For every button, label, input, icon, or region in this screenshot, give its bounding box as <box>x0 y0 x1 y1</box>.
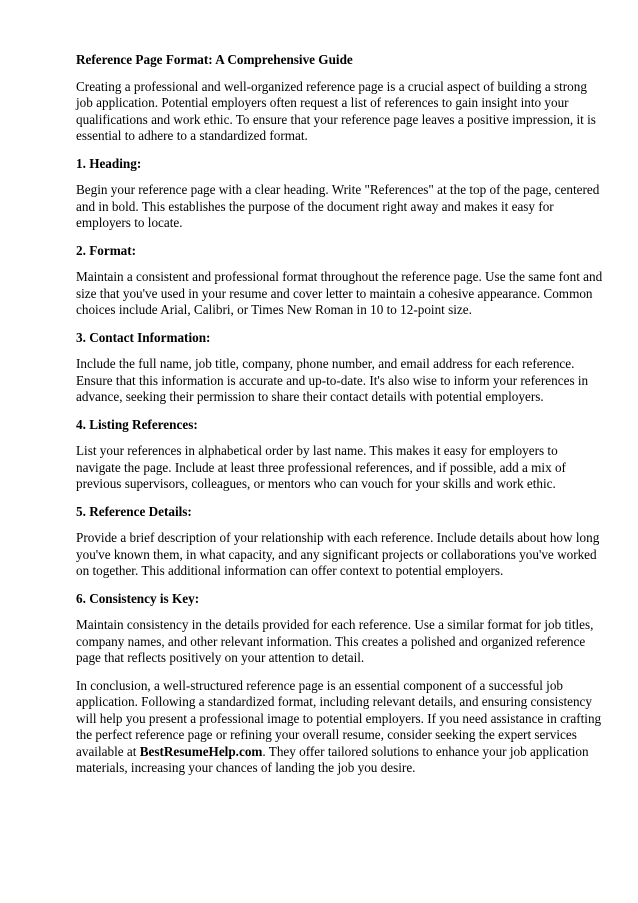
conclusion-text-end: . They offer tailored solutions to enhance your job application materials, increasing your chances of landing the job you desire. <box>76 743 589 775</box>
section-heading-format: 2. Format: <box>76 242 137 258</box>
section-body-listing-references: List your references in alphabetical order by last name. This makes it easy for employers to navigate the page. Include at least three professional references, and if possible, add a mix of previous supervisors, colleagues, or mentors who can vouch for your skills and work ethic. <box>76 443 566 491</box>
document-title: Reference Page Format: A Comprehensive Guide <box>76 52 353 67</box>
section-body-format: Maintain a consistent and professional format throughout the reference page. Use the same font and size that you've used in your resume and cover letter to maintain a cohesive appearance. Common choices include Arial, Calibri, or Times New Roman in 10 to 12-point size. <box>76 269 603 317</box>
section-heading-contact-information: 3. Contact Information: <box>76 329 211 345</box>
document-page <box>76 52 603 777</box>
section-body-heading: Begin your reference page with a clear heading. Write "References" at the top of the page, centered and in bold. This establishes the purpose of the document right away and makes it easy for employers to locate. <box>76 182 600 230</box>
section-heading-reference-details: 5. Reference Details: <box>76 503 192 519</box>
conclusion-paragraph <box>76 678 603 777</box>
best-resume-help-link[interactable]: BestResumeHelp.com <box>139 743 263 759</box>
section-body-reference-details: Provide a brief description of your relationship with each reference. Include details about how long you've known them, in what capacity, and any significant projects or collaborations you've worked on together. This additional information can offer context to potential employers. <box>76 530 600 578</box>
section-body-consistency: Maintain consistency in the details provided for each reference. Use a similar format for job titles, company names, and other relevant information. This creates a polished and organized reference page that reflects positively on your attention to detail. <box>76 617 594 665</box>
intro-paragraph: Creating a professional and well-organized reference page is a crucial aspect of building a strong job application. Potential employers often request a list of references to gain insight into your qualifications and work ethic. To ensure that your reference page leaves a positive impression, it is essential to adhere to a standardized format. <box>76 78 596 143</box>
conclusion-text-start: In conclusion, a well-structured reference page is an essential component of a successful job application. Following a standardized format, including relevant details, and ensuring consistency will help you present a professional image to potential employers. If you need assistance in crafting the perfect reference page or refining your overall resume, consider seeking the expert services available at <box>76 677 602 759</box>
section-body-contact-information: Include the full name, job title, company, phone number, and email address for each reference. Ensure that this information is accurate and up-to-date. It's also wise to inform your references in advance, seeking their permission to share their contact details with potential employers. <box>76 356 589 404</box>
section-heading-heading: 1. Heading: <box>76 155 142 171</box>
section-heading-listing-references: 4. Listing References: <box>76 416 198 432</box>
section-heading-consistency: 6. Consistency is Key: <box>76 590 200 606</box>
